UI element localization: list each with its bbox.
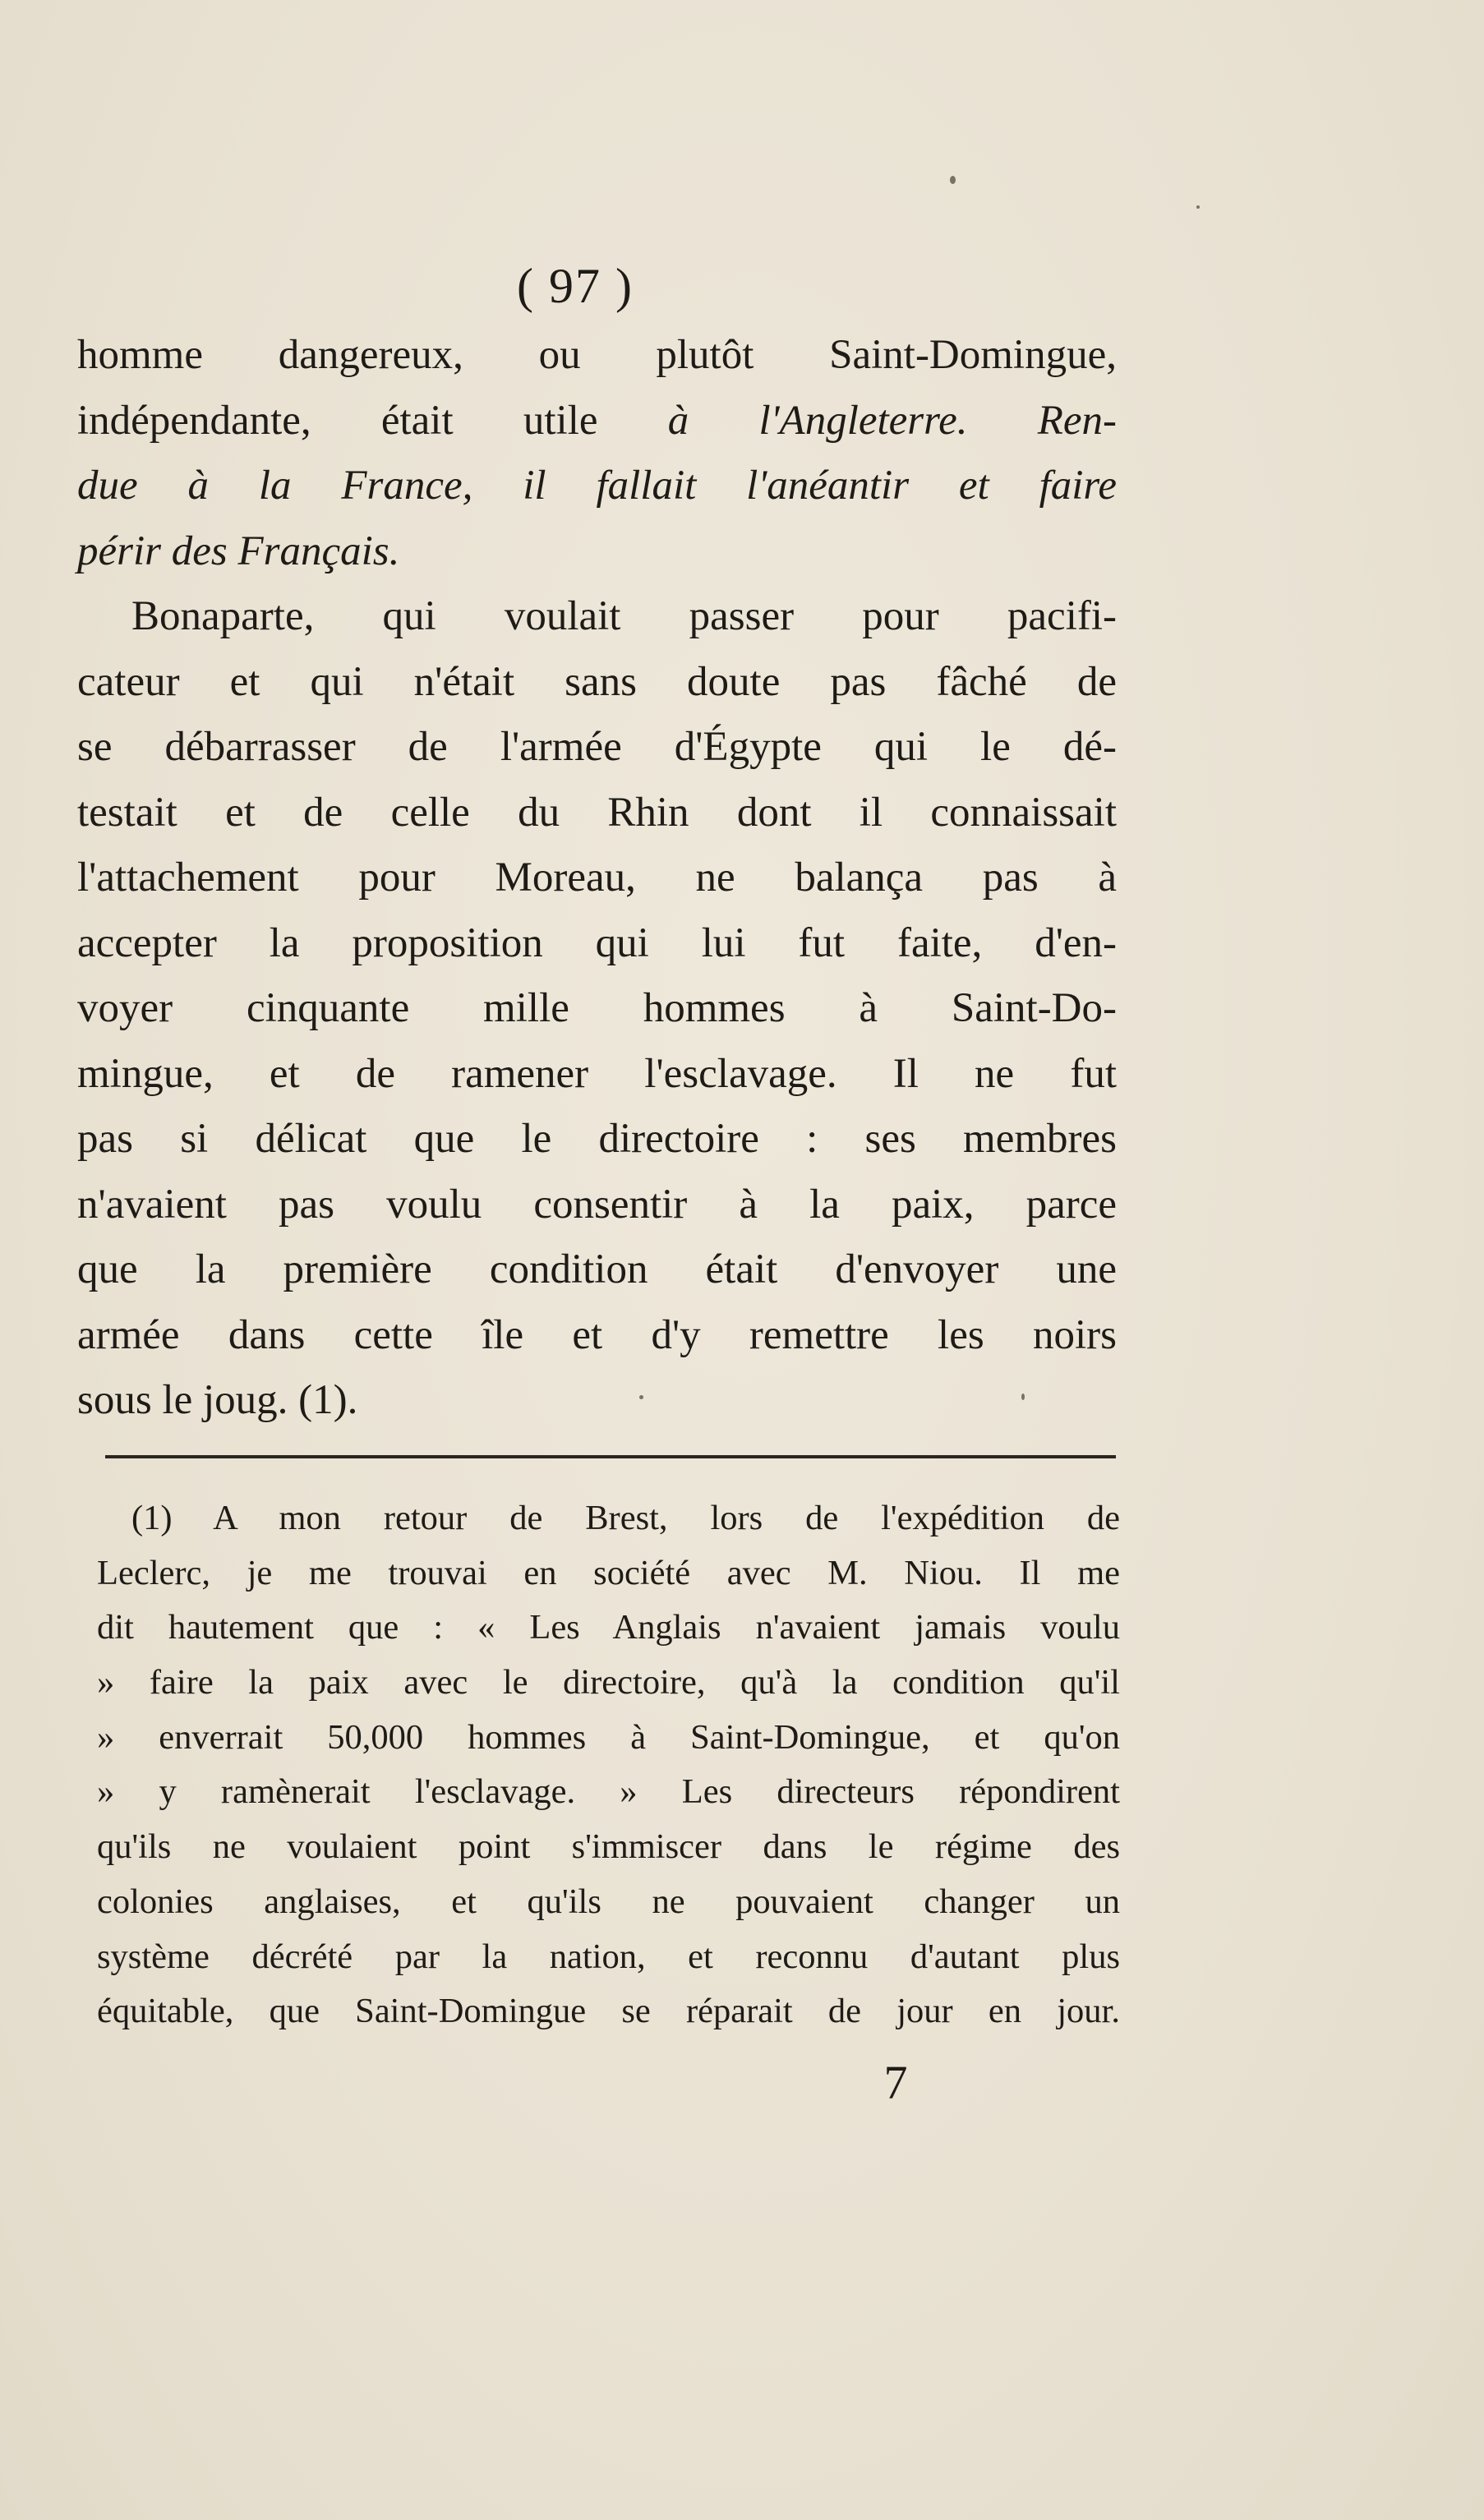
footnote-line: Leclerc, je me trouvai en société avec M. Niou. Il me bbox=[97, 1553, 1120, 1592]
page-number: ( 97 ) bbox=[517, 259, 634, 313]
main-text-line: indépendante, était utile à l'Angleterre. Ren- bbox=[77, 397, 1117, 444]
footnote-line: » y ramènerait l'esclavage. » Les directeurs répondirent bbox=[97, 1772, 1120, 1812]
main-text-line: pas si délicat que le directoire : ses membres bbox=[77, 1116, 1117, 1162]
signature-mark: 7 bbox=[883, 2056, 908, 2109]
footnote-divider bbox=[105, 1455, 1116, 1458]
footnote-line: » enverrait 50,000 hommes à Saint-Domingue, et qu'on bbox=[97, 1717, 1120, 1757]
footnote-line: (1) A mon retour de Brest, lors de l'expédition de bbox=[131, 1499, 1120, 1537]
main-text-line: périr des Français. bbox=[77, 527, 400, 574]
main-text-line: n'avaient pas voulu consentir à la paix, parce bbox=[77, 1181, 1117, 1228]
main-text-line: voyer cinquante mille hommes à Saint-Do- bbox=[77, 985, 1117, 1031]
main-text-line: sous le joug. (1). bbox=[77, 1377, 358, 1423]
footnote-line: colonies anglaises, et qu'ils ne pouvaient changer un bbox=[97, 1882, 1120, 1921]
footnote-line: qu'ils ne voulaient point s'immiscer dans le régime des bbox=[97, 1827, 1120, 1867]
footnote-line: dit hautement que : « Les Anglais n'avaient jamais voulu bbox=[97, 1608, 1120, 1647]
main-text-line: due à la France, il fallait l'anéantir et faire bbox=[77, 463, 1117, 509]
paper-speck bbox=[950, 176, 956, 184]
footnote-line: » faire la paix avec le directoire, qu'à la condition qu'il bbox=[97, 1663, 1120, 1702]
main-text-line: testait et de celle du Rhin dont il connaissait bbox=[77, 789, 1117, 836]
footnote-line: système décrété par la nation, et reconnu d'autant plus bbox=[97, 1937, 1120, 1976]
paper-speck bbox=[1196, 205, 1200, 209]
main-text-line: l'attachement pour Moreau, ne balança pas à bbox=[77, 855, 1117, 901]
main-text-line: cateur et qui n'était sans doute pas fâché de bbox=[77, 658, 1117, 705]
main-text-line: mingue, et de ramener l'esclavage. Il ne fut bbox=[77, 1050, 1117, 1097]
main-text-line: accepter la proposition qui lui fut faite, d'en- bbox=[77, 919, 1117, 966]
footnote-line: équitable, que Saint-Domingue se réparait de jour en jour. bbox=[97, 1992, 1120, 2031]
footnote-block bbox=[97, 1491, 1120, 2039]
main-text-line: se débarrasser de l'armée d'Égypte qui le dé- bbox=[77, 724, 1117, 770]
main-text-line: homme dangereux, ou plutôt Saint-Domingue, bbox=[77, 332, 1117, 378]
main-text-line: Bonaparte, qui voulait passer pour pacifi- bbox=[131, 593, 1117, 639]
main-text-body bbox=[77, 323, 1117, 1434]
main-text-line: que la première condition était d'envoyer une bbox=[77, 1246, 1117, 1292]
main-text-line: armée dans cette île et d'y remettre les noirs bbox=[77, 1311, 1117, 1358]
